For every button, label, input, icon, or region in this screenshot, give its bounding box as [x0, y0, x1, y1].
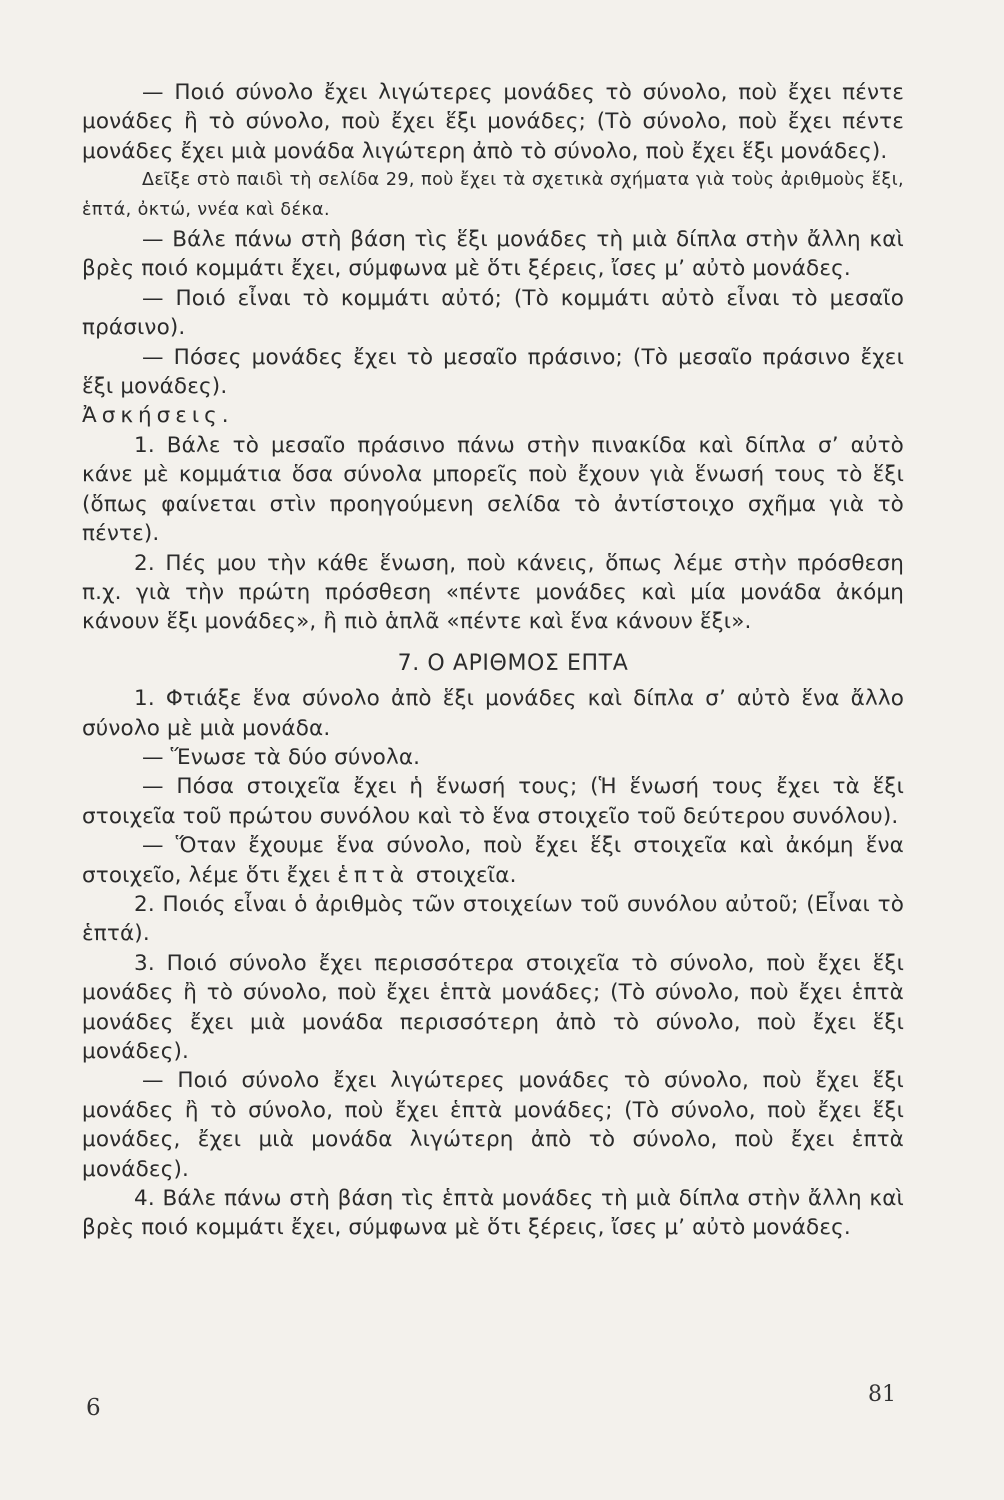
- emphasized-word: ἑπτὰ: [337, 862, 409, 888]
- page-number: 81: [868, 1382, 896, 1407]
- paragraph: [82, 831, 904, 890]
- exercises-heading: Ἀσκήσεις.: [82, 403, 234, 429]
- paragraph: — Ποιό εἶναι τὸ κομμάτι αὐτό; (Τὸ κομμάτι αὐτὸ εἶναι τὸ μεσαῖο πράσινο).: [82, 285, 904, 341]
- exercise-item: 2. Πές μου τὴν κάθε ἕνωση, ποὺ κάνεις, ὅπως λέμε στὴν πρόσθεση π.χ. γιὰ τὴν πρώτη πρόσθεση «πέντε μονάδες καὶ μία μονάδα ἀκόμη κάνουν ἕξι μονάδες», ἢ πιὸ ἁπλᾶ «πέντε καὶ ἕνα κάνουν ἕξι».: [82, 550, 904, 635]
- paragraph: — Ποιό σύνολο ἔχει λιγώτερες μονάδες τὸ σύνολο, ποὺ ἔχει πέντε μονάδες ἢ τὸ σύνολο, ποὺ ἔχει ἕξι μονάδες; (Τὸ σύνολο, ποὺ ἔχει πέντε μονάδες ἔχει μιὰ μονάδα λιγώτερη ἀπὸ τὸ σύνολο, ποὺ ἔχει ἕξι μονάδες).: [82, 80, 904, 164]
- paragraph: — Βάλε πάνω στὴ βάση τὶς ἕξι μονάδες τὴ μιὰ δίπλα στὴν ἄλλη καὶ βρὲς ποιό κομμάτι ἔχει, σύμφωνα μὲ ὅτι ξέρεις, ἴσες μ’ αὐτὸ μονάδες.: [82, 227, 904, 282]
- exercise-item: 1. Φτιάξε ἕνα σύνολο ἀπὸ ἕξι μονάδες καὶ δίπλα σ’ αὐτὸ ἕνα ἄλλο σύνολο μὲ μιὰ μονάδα.: [82, 686, 904, 741]
- paragraph-text: — Ὅταν ἔχουμε ἕνα σύνολο, ποὺ ἔχει ἕξι στοιχεῖα καὶ ἀκόμη ἕνα στοιχεῖο, λέμε ὅτι ἔχει: [82, 833, 904, 888]
- paragraph: — Ποιό σύνολο ἔχει λιγώτερες μονάδες τὸ σύνολο, ποὺ ἔχει ἕξι μονάδες ἢ τὸ σύνολο, ποὺ ἔχει ἑπτὰ μονάδες; (Τὸ σύνολο, ποὺ ἔχει ἕξι μονάδες, ἔχει μιὰ μονάδα λιγώτερη ἀπὸ τὸ σύνολο, ποὺ ἔχει ἑπτὰ μονάδες).: [82, 1068, 904, 1182]
- exercise-item: 1. Βάλε τὸ μεσαῖο πράσινο πάνω στὴν πινακίδα καὶ δίπλα σ’ αὐτὸ κάνε μὲ κομμάτια ὅσα σύνολα μπορεῖς ποὺ ἔχουν γιὰ ἕνωσή τους τὸ ἕξι (ὅπως φαίνεται στὶν προηγούμενη σελίδα τὸ ἀντίστοιχο σχῆμα γιὰ τὸ πέντε).: [82, 432, 904, 547]
- signature-mark: 6: [86, 1395, 101, 1421]
- section-heading: 7. Ο ΑΡΙΘΜΟΣ ΕΠΤΑ: [397, 650, 629, 676]
- paragraph-text: στοιχεῖα.: [415, 862, 517, 888]
- paragraph: — Πόσες μονάδες ἔχει τὸ μεσαῖο πράσινο; (Τὸ μεσαῖο πράσινο ἔχει ἕξι μονάδες).: [82, 344, 904, 400]
- page-body: [82, 78, 904, 1243]
- exercise-item: 3. Ποιό σύνολο ἔχει περισσότερα στοιχεῖα τὸ σύνολο, ποὺ ἔχει ἕξι μονάδες ἢ τὸ σύνολο, ποὺ ἔχει ἑπτὰ μονάδες; (Τὸ σύνολο, ποὺ ἔχει ἑπτὰ μονάδες ἔχει μιὰ μονάδα περισσότερη ἀπὸ τὸ σύνολο, ποὺ ἔχει ἕξι μονάδες).: [82, 950, 904, 1064]
- paragraph: — Πόσα στοιχεῖα ἔχει ἡ ἕνωσή τους; (Ἡ ἕνωσή τους ἔχει τὰ ἕξι στοιχεῖα τοῦ πρώτου συνόλου καὶ τὸ ἕνα στοιχεῖο τοῦ δεύτερου συνόλου).: [82, 774, 904, 829]
- paragraph: — Ἕνωσε τὰ δύο σύνολα.: [142, 744, 421, 770]
- exercise-item: 4. Βάλε πάνω στὴ βάση τὶς ἑπτὰ μονάδες τὴ μιὰ δίπλα στὴν ἄλλη καὶ βρὲς ποιό κομμάτι ἔχει, σύμφωνα μὲ ὅτι ξέρεις, ἴσες μ’ αὐτὸ μονάδες.: [82, 1186, 904, 1241]
- exercise-item: 2. Ποιός εἶναι ὁ ἀριθμὸς τῶν στοιχείων τοῦ συνόλου αὐτοῦ; (Εἶναι τὸ ἑπτά).: [82, 891, 904, 947]
- instruction-note: Δεῖξε στὸ παιδὶ τὴ σελίδα 29, ποὺ ἔχει τὰ σχετικὰ σχήματα γιὰ τοὺς ἀριθμοὺς ἕξι, ἑπτά, ὀκτώ, ννέα καὶ δέκα.: [82, 170, 904, 220]
